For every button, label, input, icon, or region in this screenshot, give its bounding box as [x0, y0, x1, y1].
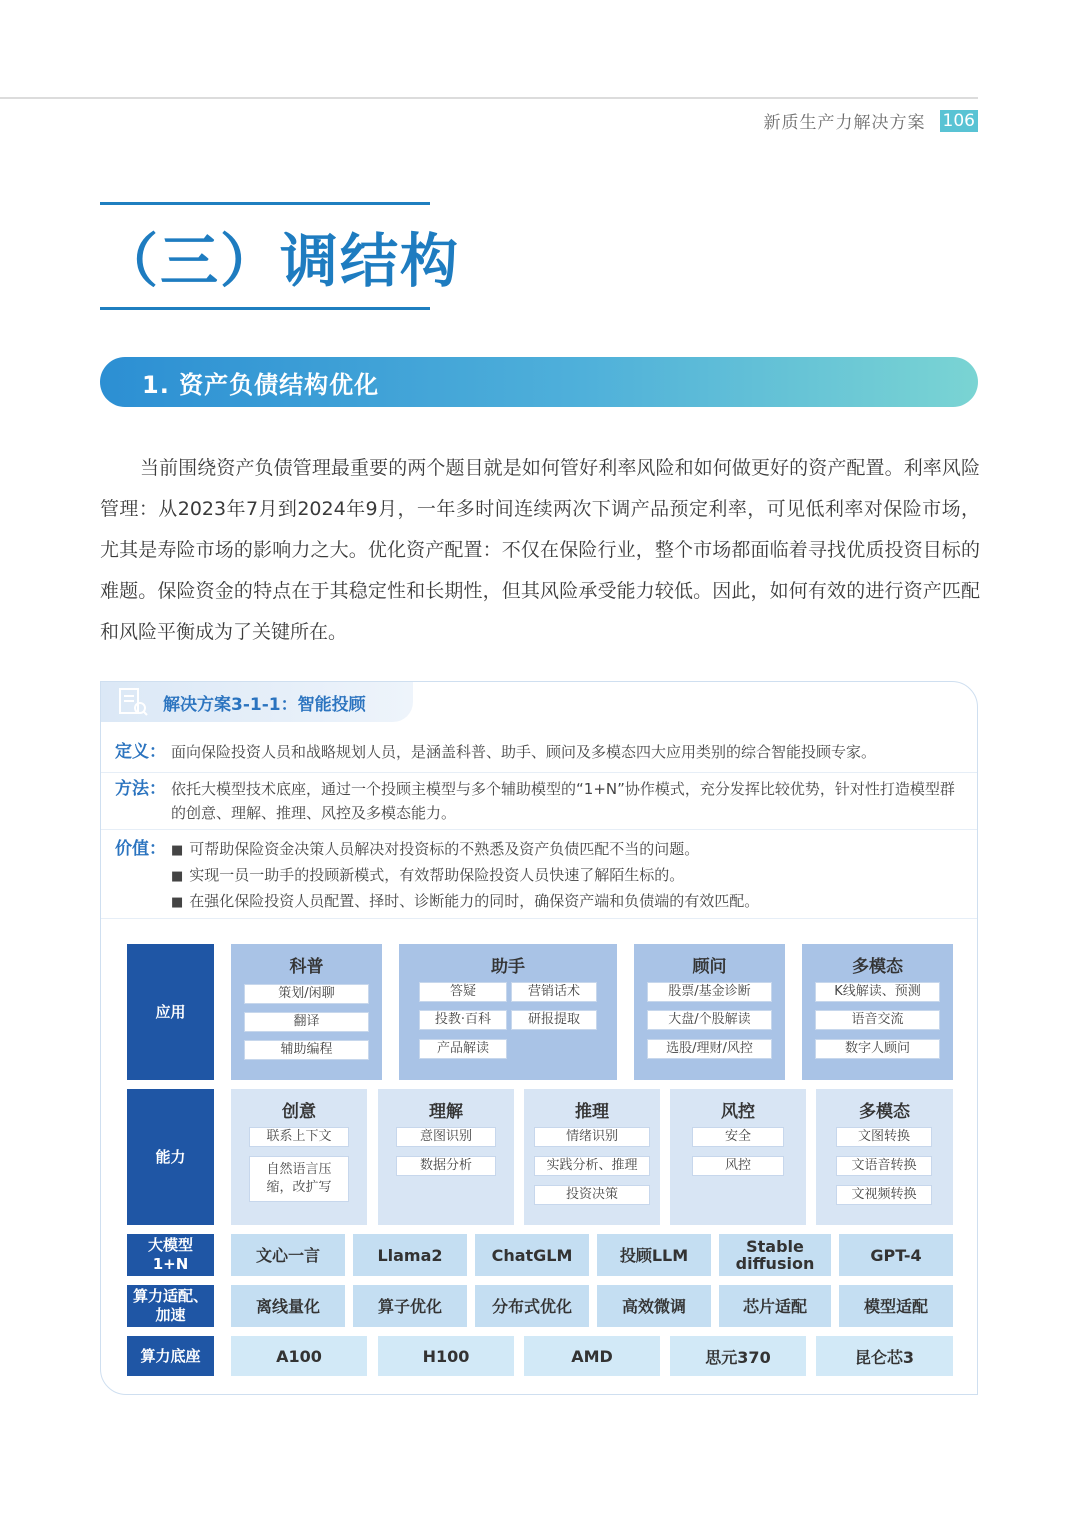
app-item: 翻译	[244, 1012, 369, 1032]
acceleration-cell: 分布式优化	[475, 1285, 589, 1327]
panel-title: 多模态	[852, 957, 903, 977]
acceleration-cell: 离线量化	[231, 1285, 345, 1327]
divider	[101, 772, 977, 773]
panel-title: 风控	[721, 1102, 755, 1122]
value-list	[171, 837, 965, 915]
definition-text: 面向保险投资人员和战略规划人员，是涵盖科普、助手、顾问及多模态四大应用类别的综合智能投顾专家。	[171, 743, 877, 761]
app-panel-multimodal	[802, 944, 953, 1080]
cap-item: 文图转换	[836, 1127, 932, 1147]
row-label-acceleration: 算力适配、 加速	[127, 1285, 214, 1327]
top-rule	[0, 97, 978, 99]
base-cell: A100	[231, 1336, 367, 1376]
value-item: ■ 在强化保险投资人员配置、择时、诊断能力的同时，确保资产端和负债端的有效匹配。	[171, 889, 965, 915]
acceleration-cell: 模型适配	[839, 1285, 953, 1327]
card-tab-title: 解决方案3-1-1：智能投顾	[163, 694, 366, 715]
app-panel-popular-science	[231, 944, 382, 1080]
model-cell: ChatGLM	[475, 1234, 589, 1276]
panel-title: 理解	[429, 1102, 463, 1122]
model-cell: 投顾LLM	[597, 1234, 711, 1276]
cap-panel-multimodal	[816, 1089, 953, 1225]
app-panel-assistant	[399, 944, 617, 1080]
running-header	[764, 108, 978, 133]
app-panel-advisor	[634, 944, 785, 1080]
value-label: 价值：	[115, 839, 166, 859]
value-row	[115, 837, 965, 915]
acceleration-cell: 芯片适配	[719, 1285, 831, 1327]
cap-item: 文语音转换	[836, 1156, 932, 1176]
cap-item: 文视频转换	[836, 1185, 932, 1205]
base-cell: H100	[378, 1336, 514, 1376]
running-title: 新质生产力解决方案	[763, 113, 926, 133]
app-item: 策划/闲聊	[244, 984, 369, 1004]
base-cell: 思元370	[670, 1336, 806, 1376]
page-number: 106	[940, 110, 978, 132]
method-label: 方法：	[115, 779, 166, 799]
acceleration-cell: 算子优化	[353, 1285, 467, 1327]
app-item: K线解读、预测	[815, 982, 940, 1002]
cap-item: 安全	[692, 1127, 784, 1147]
subsection-title: 1. 资产负债结构优化	[142, 370, 380, 399]
app-item: 大盘/个股解读	[647, 1010, 772, 1030]
solution-card	[100, 681, 978, 1395]
cap-item: 风控	[692, 1156, 784, 1176]
app-item: 选股/理财/风控	[647, 1039, 772, 1059]
method-row	[115, 777, 965, 825]
document-icon	[117, 687, 149, 717]
panel-title: 推理	[575, 1102, 609, 1122]
row-label-base: 算力底座	[127, 1336, 214, 1376]
app-item: 研报提取	[511, 1010, 597, 1030]
app-item: 语音交流	[815, 1010, 940, 1030]
row-label-capability: 能力	[127, 1089, 214, 1225]
model-cell: Llama2	[353, 1234, 467, 1276]
panel-title: 科普	[289, 957, 324, 977]
panel-title: 多模态	[859, 1102, 910, 1122]
app-item: 投教·百科	[419, 1010, 507, 1030]
base-cell: AMD	[524, 1336, 660, 1376]
cap-item: 情绪识别	[534, 1127, 650, 1147]
app-item: 辅助编程	[244, 1040, 369, 1060]
acceleration-cell: 高效微调	[597, 1285, 711, 1327]
definition-row	[115, 740, 965, 764]
app-item: 营销话术	[511, 982, 597, 1002]
panel-title: 顾问	[692, 957, 727, 977]
cap-panel-reasoning	[524, 1089, 660, 1225]
cap-panel-creativity	[231, 1089, 367, 1225]
panel-title: 助手	[491, 957, 525, 977]
cap-item: 联系上下文	[249, 1127, 349, 1147]
section-title-block	[100, 202, 461, 310]
app-item: 产品解读	[419, 1039, 507, 1059]
base-cell: 昆仑芯3	[816, 1336, 953, 1376]
divider	[101, 829, 977, 830]
cap-panel-understanding	[378, 1089, 514, 1225]
app-item: 答疑	[419, 982, 507, 1002]
section-title: （三）调结构	[100, 227, 461, 295]
cap-item: 投资决策	[534, 1185, 650, 1205]
card-tab	[101, 682, 413, 722]
row-label-model: 大模型 1+N	[127, 1234, 214, 1276]
cap-panel-risk-control	[670, 1089, 806, 1225]
definition-label: 定义：	[115, 742, 166, 762]
value-item: ■ 可帮助保险资金决策人员解决对投资标的不熟悉及资产负债匹配不当的问题。	[171, 837, 965, 863]
divider	[101, 918, 977, 919]
body-paragraph: 当前围绕资产负债管理最重要的两个题目就是如何管好利率风险和如何做更好的资产配置。利率风险管理：从2023年7月到2024年9月，一年多时间连续两次下调产品预定利率，可见低利率对保险市场，尤其是寿险市场的影响力之大。优化资产配置：不仅在保险行业，整个市场都面临着寻找优质投资目标的难题。保险资金的特点在于其稳定性和长期性，但其风险承受能力较低。因此，如何有效的进行资产匹配和风险平衡成为了关键所在。	[100, 457, 980, 643]
value-item: ■ 实现一员一助手的投顾新模式，有效帮助保险投资人员快速了解陌生标的。	[171, 863, 965, 889]
subsection-banner	[100, 357, 978, 407]
app-item: 数字人顾问	[815, 1039, 940, 1059]
model-cell: Stable diffusion	[719, 1234, 831, 1276]
app-item: 股票/基金诊断	[647, 982, 772, 1002]
model-cell: 文心一言	[231, 1234, 345, 1276]
cap-item: 数据分析	[396, 1156, 496, 1176]
panel-title: 创意	[282, 1102, 316, 1122]
row-label-application: 应用	[127, 944, 214, 1080]
cap-item: 实践分析、推理	[534, 1156, 650, 1176]
model-cell: GPT-4	[839, 1234, 953, 1276]
method-text: 依托大模型技术底座，通过一个投顾主模型与多个辅助模型的“1+N”协作模式，充分发挥比较优势，针对性打造模型群的创意、理解、推理、风控及多模态能力。	[171, 780, 955, 822]
cap-item: 意图识别	[396, 1127, 496, 1147]
cap-item: 自然语言压 缩，改扩写	[249, 1156, 349, 1202]
